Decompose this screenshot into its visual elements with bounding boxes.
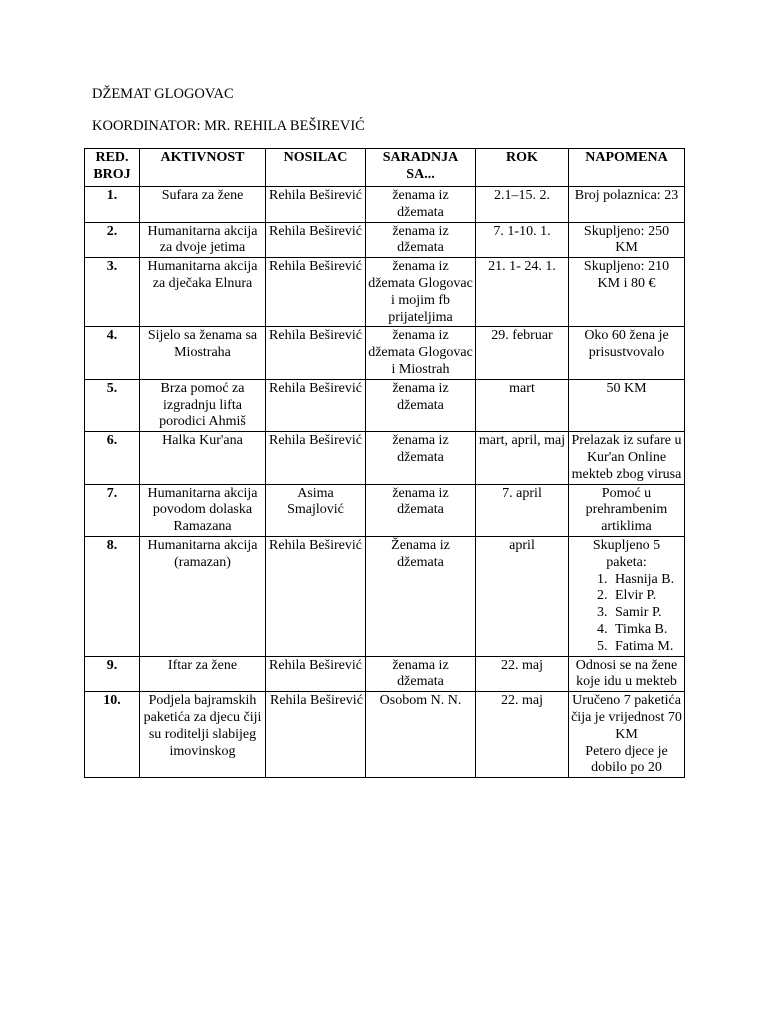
table-row [85, 222, 685, 258]
package-recipients-list [571, 572, 682, 656]
table-header-row [85, 149, 685, 187]
table-row [85, 656, 685, 692]
row-number: 8. [85, 536, 140, 656]
holder-cell: Rehila Beširević [266, 187, 366, 223]
activity-cell: Humanitarna akcija za dvoje jetima [140, 222, 266, 258]
table-row [85, 187, 685, 223]
note-cell: 50 KM [569, 379, 685, 431]
cooperation-cell: ženama iz džemata Glogovac i mojim fb prijateljima [366, 258, 476, 327]
activity-cell: Humanitarna akcija za dječaka Elnura [140, 258, 266, 327]
list-item: 3. Samir P. [611, 605, 682, 622]
header-rok: ROK [476, 149, 569, 187]
note-cell: Odnosi se na žene koje idu u mekteb [569, 656, 685, 692]
activity-cell: Brza pomoć za izgradnju lifta porodici Ahmiš [140, 379, 266, 431]
cooperation-cell: ženama iz džemata [366, 432, 476, 484]
table-row [85, 379, 685, 431]
holder-cell: Rehila Beširević [266, 692, 366, 778]
activity-cell: Sijelo sa ženama sa Miostraha [140, 327, 266, 379]
deadline-cell: 21. 1- 24. 1. [476, 258, 569, 327]
header-saradnja: SARADNJA SA... [366, 149, 476, 187]
header-nosilac: NOSILAC [266, 149, 366, 187]
deadline-cell: 29. februar [476, 327, 569, 379]
cooperation-cell: Ženama iz džemata [366, 536, 476, 656]
note-text: Skupljeno 5 paketa: [592, 537, 661, 570]
note-cell [569, 536, 685, 656]
deadline-cell: mart [476, 379, 569, 431]
activity-cell: Halka Kur'ana [140, 432, 266, 484]
note-cell: Prelazak iz sufare u Kur'an Online mekteb zbog virusa [569, 432, 685, 484]
deadline-cell: 2.1–15. 2. [476, 187, 569, 223]
deadline-cell: 22. maj [476, 692, 569, 778]
list-item: 5. Fatima M. [611, 639, 682, 656]
table-row [85, 327, 685, 379]
cooperation-cell: ženama iz džemata [366, 656, 476, 692]
row-number: 10. [85, 692, 140, 778]
list-item: 1. Hasnija B. [611, 572, 682, 589]
table-row [85, 692, 685, 778]
header-napomena: NAPOMENA [569, 149, 685, 187]
activity-cell: Podjela bajramskih paketića za djecu čiji su roditelji slabijeg imovinskog [140, 692, 266, 778]
holder-cell: Rehila Beširević [266, 656, 366, 692]
note-cell: Oko 60 žena je prisustvovalo [569, 327, 685, 379]
cooperation-cell: ženama iz džemata [366, 484, 476, 536]
holder-cell: Rehila Beširević [266, 536, 366, 656]
note-cell: Skupljeno: 250 KM [569, 222, 685, 258]
cooperation-cell: ženama iz džemata Glogovac i Miostrah [366, 327, 476, 379]
deadline-cell: 7. april [476, 484, 569, 536]
table-row [85, 432, 685, 484]
holder-cell: Asima Smajlović [266, 484, 366, 536]
header-aktivnost: AKTIVNOST [140, 149, 266, 187]
note-cell: Skupljeno: 210 KM i 80 € [569, 258, 685, 327]
deadline-cell: mart, april, maj [476, 432, 569, 484]
note-extra-text: Petero djece je dobilo po 20 [585, 743, 668, 776]
coordinator-line: KOORDINATOR: MR. REHILA BEŠIREVIĆ [92, 118, 365, 134]
holder-cell: Rehila Beširević [266, 327, 366, 379]
deadline-cell: april [476, 536, 569, 656]
cooperation-cell: ženama iz džemata [366, 379, 476, 431]
row-number: 5. [85, 379, 140, 431]
list-item: 2. Elvir P. [611, 588, 682, 605]
holder-cell: Rehila Beširević [266, 258, 366, 327]
row-number: 2. [85, 222, 140, 258]
note-cell [569, 692, 685, 778]
cooperation-cell: ženama iz džemata [366, 187, 476, 223]
row-number: 9. [85, 656, 140, 692]
holder-cell: Rehila Beširević [266, 379, 366, 431]
row-number: 7. [85, 484, 140, 536]
table-row [85, 258, 685, 327]
note-cell: Broj polaznica: 23 [569, 187, 685, 223]
list-item: 4. Timka B. [611, 622, 682, 639]
holder-cell: Rehila Beširević [266, 432, 366, 484]
deadline-cell: 7. 1-10. 1. [476, 222, 569, 258]
deadline-cell: 22. maj [476, 656, 569, 692]
row-number: 3. [85, 258, 140, 327]
activities-table [84, 148, 685, 778]
activity-cell: Iftar za žene [140, 656, 266, 692]
note-cell: Pomoć u prehrambenim artiklima [569, 484, 685, 536]
activity-cell: Humanitarna akcija (ramazan) [140, 536, 266, 656]
row-number: 6. [85, 432, 140, 484]
cooperation-cell: ženama iz džemata [366, 222, 476, 258]
table-row [85, 484, 685, 536]
activity-cell: Sufara za žene [140, 187, 266, 223]
note-text: Uručeno 7 paketića čija je vrijednost 70 KM [571, 693, 682, 742]
cooperation-cell: Osobom N. N. [366, 692, 476, 778]
activity-cell: Humanitarna akcija povodom dolaska Ramazana [140, 484, 266, 536]
header-red-broj: RED. BROJ [85, 149, 140, 187]
organization-title: DŽEMAT GLOGOVAC [92, 86, 234, 102]
row-number: 1. [85, 187, 140, 223]
holder-cell: Rehila Beširević [266, 222, 366, 258]
row-number: 4. [85, 327, 140, 379]
table-row [85, 536, 685, 656]
